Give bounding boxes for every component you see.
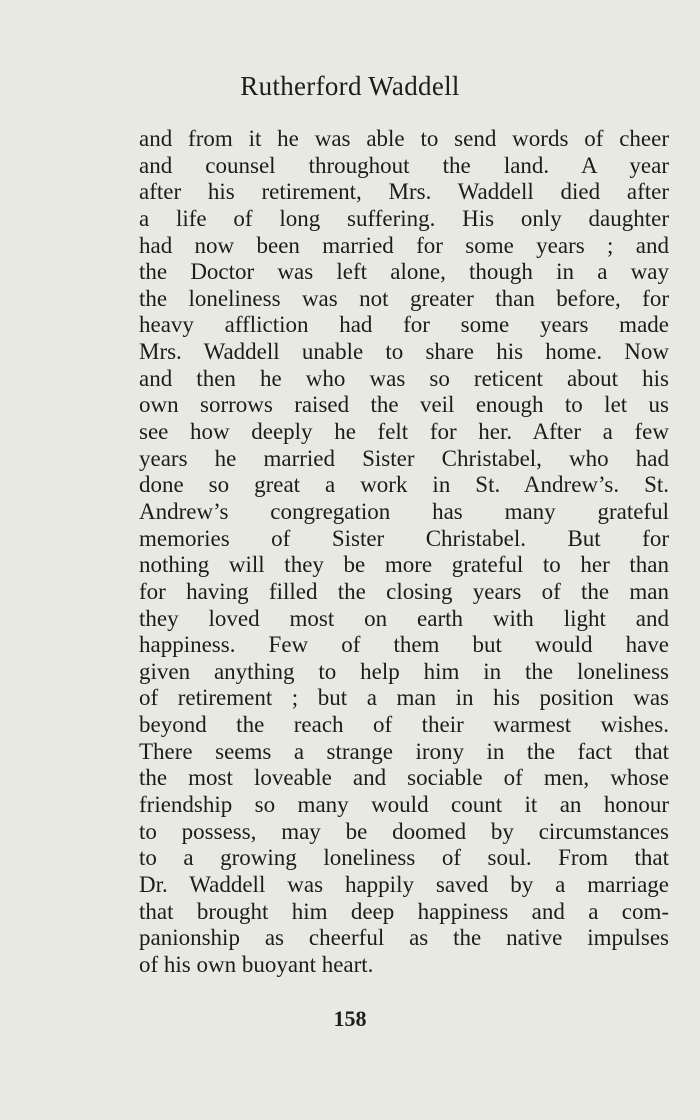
text-line: friendship so many would count it an honour	[139, 792, 669, 818]
text-line: for having filled the closing years of the man	[139, 578, 669, 604]
text-line: and from it he was able to send words of cheer	[139, 126, 669, 151]
text-line: had now been married for some years ; and	[139, 232, 669, 258]
text-line: Andrew’s congregation has many grateful	[139, 498, 669, 524]
text-line: There seems a strange irony in the fact that	[139, 738, 669, 764]
text-line: given anything to help him in the loneliness	[139, 658, 669, 684]
text-line: beyond the reach of their warmest wishes.	[139, 712, 669, 738]
text-line: done so great a work in St. Andrew’s. St.	[139, 472, 669, 498]
text-line: to a growing loneliness of soul. From that	[139, 845, 669, 871]
text-line: of retirement ; but a man in his position was	[139, 685, 669, 711]
text-line: after his retirement, Mrs. Waddell died after	[139, 179, 669, 205]
text-line: see how deeply he felt for her. After a few	[139, 419, 669, 445]
text-line: panionship as cheerful as the native impulses	[139, 925, 669, 951]
text-line: they loved most on earth with light and	[139, 605, 669, 631]
text-line: years he married Sister Christabel, who had	[139, 445, 669, 471]
text-line: and then he who was so reticent about his	[139, 365, 669, 391]
text-line: nothing will they be more grateful to her than	[139, 552, 669, 578]
page-number: 158	[333, 1006, 367, 1031]
text-line: the loneliness was not greater than before, for	[139, 285, 669, 311]
body-text	[139, 126, 669, 979]
text-line: memories of Sister Christabel. But for	[139, 525, 669, 551]
text-line-last: of his own buoyant heart.	[139, 951, 374, 977]
text-line: own sorrows raised the veil enough to let us	[139, 392, 669, 418]
text-line: heavy affliction had for some years made	[139, 312, 669, 338]
text-line: to possess, may be doomed by circumstances	[139, 818, 669, 844]
text-line: a life of long suffering. His only daughter	[139, 205, 669, 231]
text-line: the Doctor was left alone, though in a way	[139, 259, 669, 285]
text-line: happiness. Few of them but would have	[139, 632, 669, 658]
text-line: and counsel throughout the land. A year	[139, 152, 669, 178]
text-line: Dr. Waddell was happily saved by a marriage	[139, 871, 669, 897]
running-head-title: Rutherford Waddell	[240, 71, 460, 101]
text-line: Mrs. Waddell unable to share his home. Now	[139, 339, 669, 365]
text-line: the most loveable and sociable of men, whose	[139, 765, 669, 791]
text-line: that brought him deep happiness and a com-	[139, 898, 669, 924]
